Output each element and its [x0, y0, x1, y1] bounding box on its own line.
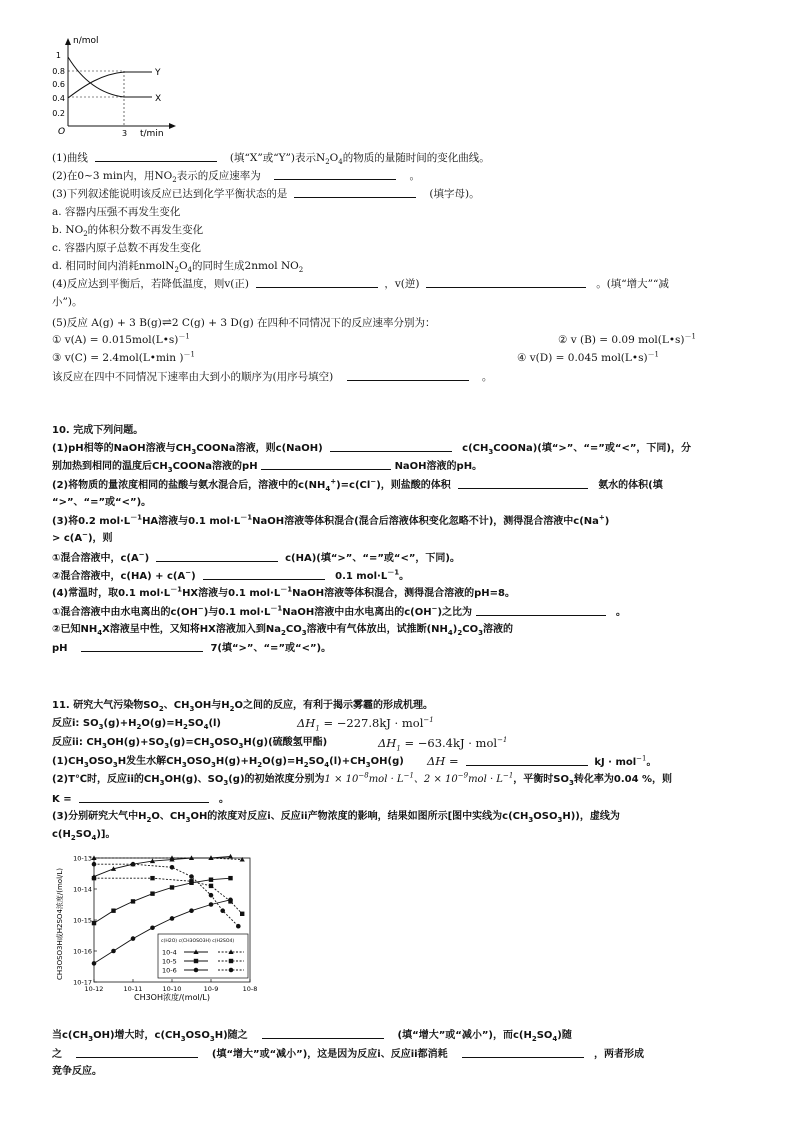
q11-reaction-ii: 反应ii: $CH_3OH(g)+SO_3(g)=CH_3OSO_3H(g)$(硫酸氢甲酯) [52, 737, 328, 750]
q11-title: 11. 研究大气污染物$SO_2$、$CH_3OH$与$H_2O$之间的反应，有利于揭示雾霾的形成机理。 [52, 700, 434, 713]
chart-point-dashed [189, 879, 193, 883]
chart-point-dashed [92, 862, 97, 867]
chart-point-dashed [131, 862, 136, 867]
chart-xlabel: CH3OH浓度/(mol/L) [133, 993, 211, 1002]
q10-p3-cont: > c(A−)，则 [52, 530, 113, 544]
chart-xtick-label: 10-10 [162, 985, 182, 993]
chart-point-solid [170, 885, 174, 889]
q9-line1: (1)曲线 (填“X”或“Y”)表示$N_2O_4$的物质的量随时间的变化曲线。 [52, 152, 490, 167]
q9-line5: (5)反应 A(g) + 3 B(g)⇌2 C(g) + 3 D(g) 在四种不同情况下的反应速率分别为： [52, 315, 436, 329]
q10-blank3[interactable] [458, 478, 588, 489]
mole-time-graph [40, 30, 180, 140]
q11-reaction-i: 反应i: $SO_3(g)+H_2O(g)=H_2SO_4(l)$ [52, 718, 222, 731]
chart-point-dashed [209, 893, 214, 898]
q11-p2: (2)T℃时，反应ii的$CH_3OH(g)$、$SO_3(g)$的初始浓度分别为$1 \times 10^{-8}mol \cdot L^{-1}$、$2 \times 10^{-9}mol \cdot L^{-1}$，平衡时$SO_3$转化率为0.04 %，则 [52, 771, 673, 787]
graph1-xlabel: t/min [140, 129, 164, 139]
chart-point-solid [150, 925, 155, 930]
q11-blank3[interactable] [262, 1028, 384, 1039]
q11-blank2[interactable] [79, 792, 209, 803]
q11-blank1[interactable] [466, 755, 588, 766]
graph1-ytick: 1 [55, 51, 61, 60]
chart-xtick-label: 10-9 [203, 985, 219, 993]
q9-rate3: ③ v(C) = 2.4mol(L•min )$^{-1}$ [52, 350, 195, 364]
q9-rate4: ④ v(D) = 0.045 mol(L•s)$^{-1}$ [517, 350, 660, 364]
q9-blank4[interactable] [256, 277, 378, 288]
q10-p4-2: ②已知$NH_4X$溶液呈中性，又知将HX溶液加入到$Na_2CO_3$溶液中有气体放出，试推断$(NH_4)_2CO_3$溶液的 [52, 624, 513, 637]
chart-xtick-label: 10-12 [84, 985, 104, 993]
concentration-chart [52, 852, 262, 1002]
graph1-ytick: 0.6 [52, 80, 65, 89]
q11-blank5[interactable] [462, 1047, 584, 1058]
q11-b1: 当$c(CH_3OH)$增大时，$c(CH_3OSO_3H)$随之 (填“增大”或“减小”)，而$c(H_2SO_4)$随 [52, 1030, 572, 1043]
chart-point-solid [111, 949, 116, 954]
chart-point-solid [131, 899, 135, 903]
chart-point-dashed [220, 908, 225, 913]
graph1-ytick: 0.4 [52, 94, 65, 103]
chart-point-solid [228, 898, 233, 903]
q10-p2: (2)将物质的量浓度相同的盐酸与氨水混合后，溶液中的$c(NH_4^+)=c(Cl^-)$，则盐酸的体积 氨水的体积(填 [52, 477, 663, 493]
q10-blank1[interactable] [330, 441, 452, 452]
chart-legend-marker [194, 959, 198, 963]
q9-rate1: ① v(A) = 0.015mol(L•s)$^{-1}$ [52, 332, 190, 346]
chart-ytick-label: 10-16 [73, 947, 92, 956]
q9-option-c: c. 容器内原子总数不再发生变化 [52, 242, 202, 254]
q9-line4: (4)反应达到平衡后，若降低温度，则v(正) ，v(逆) 。(填“增大”“减 [52, 278, 669, 290]
chart-point-dashed [189, 874, 194, 879]
graph1-ytick: 0.2 [52, 109, 65, 118]
q9-blank1[interactable] [95, 151, 217, 162]
chart-ylabel: CH3OSO3H或H2SO4浓度/(mol/L) [56, 867, 64, 981]
q10-blank4[interactable] [156, 551, 278, 562]
q11-dh2: $\Delta H_1 = -63.4kJ \cdot mol^{-1}$ [378, 736, 508, 753]
chart-point-solid [111, 909, 115, 913]
q9-line6: 该反应在四中不同情况下速率由大到小的顺序为(用序号填空) 。 [52, 371, 493, 383]
curve-x-label: X [155, 94, 162, 104]
graph1-origin: O [58, 127, 66, 137]
q10-p2-cont: “>”、“=”或“<”)。 [52, 497, 152, 508]
chart-point-dashed [236, 924, 241, 929]
q10-p3: (3)将0.2 $mol\cdot L^{-1}HA$溶液与0.1 $mol\cdot L^{-1}NaOH$溶液等体积混合(混合后溶液体积变化忽略不计)，测得混合溶液中c(Na+) [52, 513, 610, 527]
q11-blank4[interactable] [76, 1047, 198, 1058]
q10-title: 10. 完成下列问题。 [52, 425, 144, 436]
chart-point-solid [209, 902, 214, 907]
graph1-ytick: 0.8 [52, 67, 65, 76]
chart-xtick-label: 10-8 [242, 985, 258, 993]
q11-p3-cont: $c(H_2SO_4)$]。 [52, 829, 116, 842]
chart-point-solid [131, 936, 136, 941]
chart-legend-marker [229, 959, 233, 963]
q9-rate2: ② v (B) = 0.09 mol(L•s)$^{-1}$ [558, 332, 696, 346]
chart-ytick-label: 10-15 [73, 916, 92, 925]
q11-dh1: $\Delta H_1 = -227.8kJ \cdot mol^{-1}$ [297, 716, 434, 733]
q9-line2: (2)在0~3 min内，用$NO_2$表示的反应速率为 。 [52, 170, 420, 185]
q10-p4: (4)常温时，取0.1 $mol\cdot L^{-1}HX$溶液与0.1 $mol\cdot L^{-1}NaOH$溶液等体积混合，测得混合溶液的pH=8。 [52, 585, 515, 599]
q10-p4-3: pH 7(填“>”、“=”或“<”)。 [52, 643, 332, 654]
curve-y-label: Y [155, 68, 161, 78]
q9-option-b: b. $NO_2$的体积分数不再发生变化 [52, 224, 204, 239]
chart-dashed-line [94, 864, 238, 926]
q9-blank3[interactable] [294, 187, 416, 198]
q9-option-a: a. 容器内压强不再发生变化 [52, 206, 181, 218]
chart-ytick-label: 10-14 [73, 885, 92, 894]
chart-point-solid [92, 961, 97, 966]
chart-ytick-label: 10-17 [73, 978, 92, 987]
chart-point-dashed [150, 876, 154, 880]
chart-legend-label: 10-5 [162, 957, 177, 966]
chart-xtick-label: 10-11 [123, 985, 143, 993]
q10-blank6[interactable] [476, 605, 606, 616]
curve-x [68, 57, 152, 97]
chart-legend-marker [194, 968, 199, 973]
q11-p1: $(1)CH_3OSO_3H$发生水解$CH_3OSO_3H(g)+H_2O(g)=H_2SO_4(l)+CH_3OH(g)$ [52, 756, 404, 769]
chart-point-solid [189, 908, 194, 913]
chart-point-dashed [240, 912, 244, 916]
q10-p1: (1)pH相等的NaOH溶液与$CH_3COONa$溶液，则c(NaOH) $c(CH_3COONa)$(填“>”、“=”或“<”，下同)，分 [52, 443, 691, 456]
chart-point-dashed [92, 876, 96, 880]
q9-line4-cont: 小”)。 [52, 296, 83, 308]
chart-legend-header: c(H2O) c(CH3OSO3H) c(H2SO4) [161, 939, 235, 944]
chart-legend-marker [229, 968, 234, 973]
q10-p1-cont: 别加热到相同的温度后$CH_3COONa$溶液的pH NaOH溶液的pH。 [52, 461, 483, 474]
chart-point-dashed [209, 884, 213, 888]
chart-point-solid [209, 878, 213, 882]
chart-point-solid [170, 916, 175, 921]
q10-blank2[interactable] [261, 459, 391, 470]
chart-point-solid [92, 921, 96, 925]
q9-blank2[interactable] [274, 169, 396, 180]
graph1-xtick: 3 [122, 129, 128, 138]
q10-p3-2: ②混合溶液中，c(HA) + c(A−) 0.1 $mol\cdot L^{-1}$。 [52, 568, 410, 582]
q10-p3-1: ①混合溶液中，c(A−) c(HA)(填“>”、“=”或“<”，下同)。 [52, 550, 460, 564]
q10-p4-1: ①混合溶液中由水电离出的c(OH−)与0.1 $mol\cdot L^{-1}NaOH$溶液中由水电离出的c(OH−)之比为 。 [52, 604, 626, 618]
chart-point-dashed [170, 865, 175, 870]
q11-b2: 之 (填“增大”或“减小”)，这是因为反应i、反应ii都消耗 ，两者形成 [52, 1049, 644, 1060]
graph1-ylabel: n/mol [73, 36, 99, 46]
q11-b3: 竞争反应。 [52, 1066, 102, 1077]
q9-blank5[interactable] [426, 277, 586, 288]
q11-p2-cont: K = 。 [52, 794, 230, 805]
q9-option-d: d. 相同时间内消耗$nmolN_2O_4$的同时生成2nmol $NO_2$ [52, 260, 304, 275]
chart-ytick-label: 10-13 [73, 854, 92, 863]
q11-p3: (3)分别研究大气中$H_2O$、$CH_3OH$的浓度对反应i、反应ii产物浓度的影响，结果如图所示[图中实线为$c(CH_3OSO_3H)$)，虚线为 [52, 811, 620, 824]
chart-dashed-line [94, 878, 242, 914]
chart-point-solid [228, 876, 232, 880]
q10-blank5[interactable] [203, 569, 325, 580]
chart-legend-label: 10-4 [162, 948, 177, 957]
chart-point-solid [150, 891, 154, 895]
q9-blank6[interactable] [347, 370, 469, 381]
q9-line3: (3)下列叙述能说明该反应已达到化学平衡状态的是 (填字母)。 [52, 188, 480, 200]
chart-legend-label: 10-6 [162, 966, 177, 975]
q11-p1-answer: ΔH = kJ · mol$^{-1}$。 [427, 754, 657, 768]
q10-blank7[interactable] [81, 641, 203, 652]
